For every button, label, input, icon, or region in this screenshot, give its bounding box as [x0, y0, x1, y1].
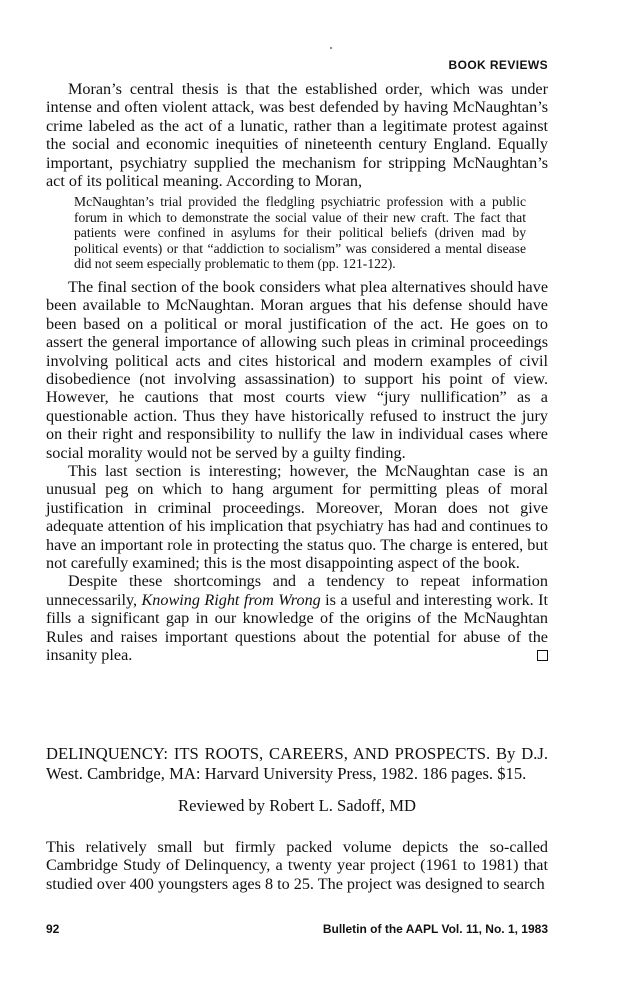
- review-2-book-citation: DELINQUENCY: ITS ROOTS, CAREERS, AND PROSPECTS. By D.J. West. Cambridge, MA: Harvard University Press, 1982. 186 pages. $15.: [46, 744, 548, 783]
- block-quote: McNaughtan’s trial provided the fledgling psychiatric profession with a public forum in which to demonstrate the social value of their new craft. The fact that patients were confined in asylums for their political beliefs (driven mad by political events) or that “addiction to socialism” was considered a mental disease did not seem especially problematic to them (pp. 121-122).: [74, 194, 526, 272]
- journal-citation: Bulletin of the AAPL Vol. 11, No. 1, 1983: [322, 922, 548, 936]
- review-1-paragraph-3: This last section is interesting; however, the McNaughtan case is an unusual peg on which to hang argument for permitting pleas of moral justification in criminal proceedings. Moreover, Moran does not give adequate attention of his implication that psychiatry has had and continues to have an important role in protecting the status quo. The charge is entered, but not carefully examined; this is the most disappointing aspect of the book.: [46, 462, 548, 573]
- review-2-paragraph-1: This relatively small but firmly packed volume depicts the so-called Cambridge Study of Delinquency, a twenty year project (1961 to 1981) that studied over 400 youngsters ages 8 to 25. The project was designed to search: [46, 838, 548, 893]
- reviewer-name: Reviewed by Robert L. Sadoff, MD: [178, 796, 416, 815]
- book-title-italic: Knowing Right from Wrong: [141, 590, 321, 609]
- review-2-heading: [46, 744, 548, 784]
- print-speck: [330, 47, 332, 49]
- review-1-body: [46, 80, 548, 664]
- page-number: 92: [46, 922, 60, 936]
- paragraph-4-text-before: Despite these shortcomings and a tendency to repeat information unnecessarily,: [46, 572, 548, 609]
- paragraph-4-text-after: is a useful and interesting work. It fills a significant gap in our knowledge of the origins of the McNaughtan Rules and raises important questions about the potential for abuse of the insanity plea.: [46, 590, 549, 665]
- running-header: BOOK REVIEWS: [448, 58, 548, 72]
- review-2-reviewer-line: [46, 796, 548, 816]
- end-of-review-mark: [537, 650, 548, 661]
- review-1-paragraph-2: The final section of the book considers what plea alternatives should have been available to McNaughtan. Moran argues that his defense should have been based on a political or moral justification of the act. He goes on to assert the general importance of allowing such pleas in criminal proceedings involving political acts and cites historical and modern examples of civil disobedience (not involving assassination) to support his point of view. However, he cautions that most courts view “jury nullification” as a questionable action. Thus they have historically refused to instruct the jury on their right and responsibility to nullify the law in individual cases where social morality would not be served by a guilty finding.: [46, 277, 548, 462]
- review-1-paragraph-4: [46, 572, 548, 664]
- review-2-body: [46, 838, 548, 893]
- review-1-paragraph-1: Moran’s central thesis is that the established order, which was under intense and often violent attack, was best defended by having McNaughtan’s crime labeled as the act of a lunatic, rather than a legitimate protest against the social and economic inequities of nineteenth century England. Equally important, psychiatry supplied the mechanism for stripping McNaughtan’s act of its political meaning. According to Moran,: [46, 80, 548, 191]
